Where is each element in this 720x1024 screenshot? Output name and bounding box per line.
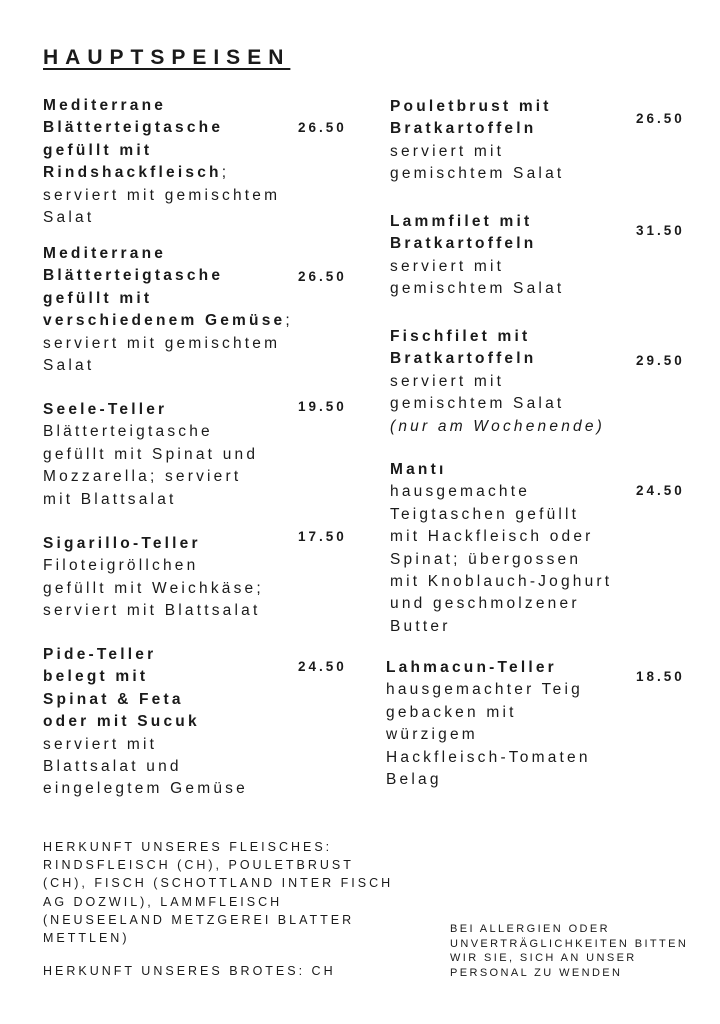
item-name: Mantı	[390, 461, 447, 478]
menu-item	[43, 644, 248, 801]
page-title: HAUPTSPEISEN	[43, 46, 291, 69]
allergy-note: BEI ALLERGIEN ODER UNVERTRÄGLICHKEITEN BITTEN WIR SIE, SICH AN UNSER PERSONAL ZU WENDEN	[450, 923, 689, 979]
item-price: 19.50	[298, 399, 347, 414]
item-price: 26.50	[636, 111, 685, 126]
item-name: Lahmacun-Teller	[386, 659, 557, 676]
menu-item	[386, 657, 591, 791]
menu-item	[390, 211, 564, 301]
item-description: serviert mit gemischtem Salat	[43, 186, 281, 227]
item-description: hausgemachter Teig gebacken mit würzigem Hackfleisch-Tomaten Belag	[386, 681, 591, 789]
item-price: 29.50	[636, 353, 685, 368]
item-name: Sigarillo-Teller	[43, 535, 201, 552]
item-description: serviert mit Blattsalat und eingelegtem Gemüse	[43, 735, 248, 798]
item-description: serviert mit gemischtem Salat	[390, 372, 565, 413]
item-price: 26.50	[298, 120, 347, 135]
item-note: (nur am Wochenende)	[390, 417, 606, 435]
item-name: Mediterrane Blätterteigtasche gefüllt mit Rindshackfleisch;	[43, 97, 230, 182]
item-price: 24.50	[636, 483, 685, 498]
item-description: Filoteigröllchen gefüllt mit Weichkäse; serviert mit Blattsalat	[43, 557, 264, 620]
item-name: Pouletbrust mit Bratkartoffeln	[390, 98, 552, 138]
menu-item	[43, 399, 258, 511]
item-price: 26.50	[298, 269, 347, 284]
menu-item	[43, 533, 264, 623]
menu-item	[43, 243, 293, 377]
item-price: 31.50	[636, 223, 685, 238]
item-description: serviert mit gemischtem Salat	[43, 334, 281, 375]
item-name: Fischfilet mit Bratkartoffeln	[390, 328, 537, 368]
item-description: Blätterteigtasche gefüllt mit Spinat und Mozzarella; serviert mit Blattsalat	[43, 423, 259, 508]
item-price: 17.50	[298, 529, 347, 544]
item-description: serviert mit gemischtem Salat	[390, 142, 565, 183]
menu-item	[390, 459, 612, 638]
menu-item	[390, 326, 605, 438]
menu-item	[390, 96, 564, 186]
meat-origin-note: HERKUNFT UNSERES FLEISCHES: RINDSFLEISCH (CH), POULETBRUST (CH), FISCH (SCHOTTLAND INTER FISCH AG DOZWIL), LAMMFLEISCH (NEUSEELAND METZGEREI BLATTER METTLEN)	[43, 840, 394, 946]
item-description: hausgemachte Teigtaschen gefüllt mit Hackfleisch oder Spinat; übergossen mit Knoblauch-Joghurt und geschmolzener Butter	[390, 483, 613, 635]
item-name: Pide-Teller belegt mit Spinat & Feta oder mit Sucuk	[43, 646, 200, 731]
bread-origin-note: HERKUNFT UNSERES BROTES: CH	[43, 964, 336, 978]
item-name: Seele-Teller	[43, 401, 168, 418]
item-name: Lammfilet mit Bratkartoffeln	[390, 213, 537, 253]
item-name: Mediterrane Blätterteigtasche gefüllt mit verschiedenem Gemüse;	[43, 245, 293, 330]
item-price: 24.50	[298, 659, 347, 674]
menu-item	[43, 95, 280, 229]
item-description: serviert mit gemischtem Salat	[390, 257, 565, 298]
item-price: 18.50	[636, 669, 685, 684]
